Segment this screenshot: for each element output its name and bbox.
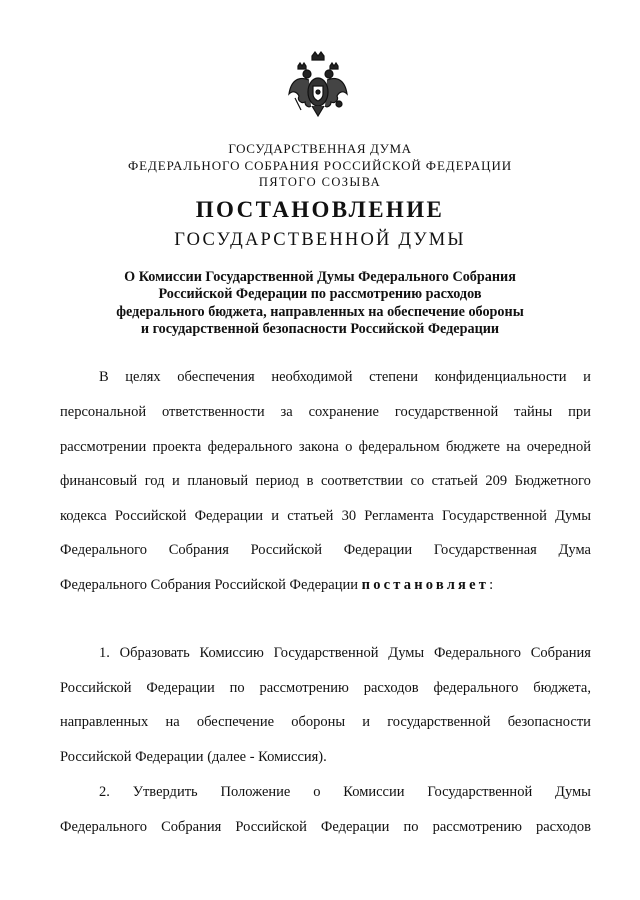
word: государственной	[387, 714, 491, 730]
word: Российской	[250, 542, 323, 558]
word: на	[165, 714, 180, 730]
body-line-resolves	[60, 577, 493, 594]
item-1-line: Российской Федерации (далее - Комиссия).	[60, 749, 327, 765]
word: Комиссии	[343, 784, 405, 800]
word: сохранение	[308, 404, 379, 420]
word: Государственной	[273, 645, 379, 661]
word: расходов	[536, 819, 591, 835]
word: Федерации	[343, 542, 413, 558]
word: Образовать	[119, 645, 190, 661]
word: целях	[125, 369, 161, 385]
word: 2.	[99, 784, 110, 800]
word: Собрания	[168, 542, 229, 558]
word: проекта	[152, 439, 202, 455]
word: необходимой	[271, 369, 353, 385]
word: 209	[485, 473, 508, 489]
word: Государственной	[442, 508, 547, 524]
word: Федерального	[60, 542, 148, 558]
word: период	[255, 473, 300, 489]
item-1-line	[99, 645, 591, 662]
word: Федерации	[320, 819, 390, 835]
subject-line: федерального бюджета, направленных на обеспечение обороны	[116, 303, 524, 320]
word: Государственная	[433, 542, 537, 558]
subject-line: О Комиссии Государственной Думы Федерального Собрания	[124, 269, 516, 285]
word: Российской	[60, 680, 132, 696]
word: обороны	[291, 714, 346, 730]
coat-of-arms-icon	[287, 50, 349, 120]
word: финансовый	[60, 473, 138, 489]
word: Российской	[235, 819, 307, 835]
word: по	[403, 819, 419, 835]
word: безопасности	[507, 714, 591, 730]
word: кодекса	[60, 508, 107, 524]
document-subject	[70, 269, 570, 339]
word: Федерации	[146, 680, 215, 696]
word: в	[306, 473, 314, 489]
org-line-3: ПЯТОГО СОЗЫВА	[258, 175, 382, 189]
word: федеральном	[358, 439, 440, 455]
word: Федерального	[433, 645, 521, 661]
word: Государственной	[427, 784, 533, 800]
document-title: ПОСТАНОВЛЕНИЕ	[195, 197, 445, 222]
word: и	[172, 473, 180, 489]
body-text: Федерального Собрания Российской Федерации	[60, 577, 362, 593]
word: 1.	[99, 645, 110, 661]
word: В	[99, 369, 109, 385]
word: конфиденциальности	[434, 369, 567, 385]
word: соответствии	[320, 473, 403, 489]
word: о	[345, 439, 353, 455]
word: 30	[341, 508, 357, 524]
subject-line: и государственной безопасности Российской Федерации	[140, 321, 500, 338]
word: Комиссию	[199, 645, 264, 661]
word: со	[410, 473, 425, 489]
word: закона	[298, 439, 339, 455]
body-line	[60, 508, 591, 525]
word: степени	[369, 369, 419, 385]
org-line-2: ФЕДЕРАЛЬНОГО СОБРАНИЯ РОССИЙСКОЙ ФЕДЕРАЦИИ	[127, 158, 513, 173]
word: Собрания	[530, 645, 591, 661]
word: Утвердить	[132, 784, 198, 800]
body-line	[99, 369, 591, 386]
body-line	[60, 439, 591, 456]
body-line	[60, 404, 591, 421]
word: Бюджетного	[514, 473, 591, 489]
word: о	[313, 784, 321, 800]
word: Федерального	[60, 819, 148, 835]
colon: :	[489, 577, 494, 593]
item-1-line	[60, 680, 591, 697]
word: за	[280, 404, 293, 420]
org-line-1: ГОСУДАРСТВЕННАЯ ДУМА	[228, 141, 412, 156]
word: и	[271, 508, 280, 524]
body-line	[60, 542, 591, 559]
subject-line: Российской Федерации по рассмотрению расходов	[158, 286, 482, 303]
word: бюджете	[446, 439, 500, 455]
word: федерального	[433, 680, 519, 696]
word: статьей	[431, 473, 478, 489]
word: обеспечения	[177, 369, 255, 385]
word: Думы	[555, 784, 591, 800]
word: бюджета,	[533, 680, 591, 696]
word: обеспечение	[196, 714, 275, 730]
word: очередной	[526, 439, 591, 455]
document-subtitle: ГОСУДАРСТВЕННОЙ ДУМЫ	[174, 230, 466, 250]
word: Регламента	[364, 508, 434, 524]
word: персональной	[60, 404, 147, 420]
word: федерального	[207, 439, 293, 455]
word: по	[229, 680, 245, 696]
resolves-word: постановляет	[361, 577, 490, 593]
word: Дума	[558, 542, 591, 558]
item-2-line	[99, 784, 591, 801]
item-1-line	[60, 714, 591, 731]
word: ответственности	[161, 404, 265, 420]
word: и	[583, 369, 591, 385]
word: рассмотрению	[432, 819, 522, 835]
word: статьей	[287, 508, 334, 524]
word: направленных	[60, 714, 149, 730]
word: на	[506, 439, 521, 455]
word: плановый	[187, 473, 249, 489]
word: рассмотрении	[60, 439, 147, 455]
word: Думы	[388, 645, 425, 661]
word: Российской	[114, 508, 187, 524]
word: Думы	[555, 508, 591, 524]
word: год	[144, 473, 165, 489]
word: и	[362, 714, 371, 730]
word: расходов	[363, 680, 419, 696]
item-2-line	[60, 819, 591, 836]
word: тайны	[514, 404, 553, 420]
word: Собрания	[161, 819, 222, 835]
word: государственной	[394, 404, 499, 420]
word: рассмотрению	[259, 680, 349, 696]
word: Положение	[220, 784, 291, 800]
word: при	[568, 404, 591, 420]
word: Федерации	[194, 508, 264, 524]
body-line	[60, 473, 591, 490]
